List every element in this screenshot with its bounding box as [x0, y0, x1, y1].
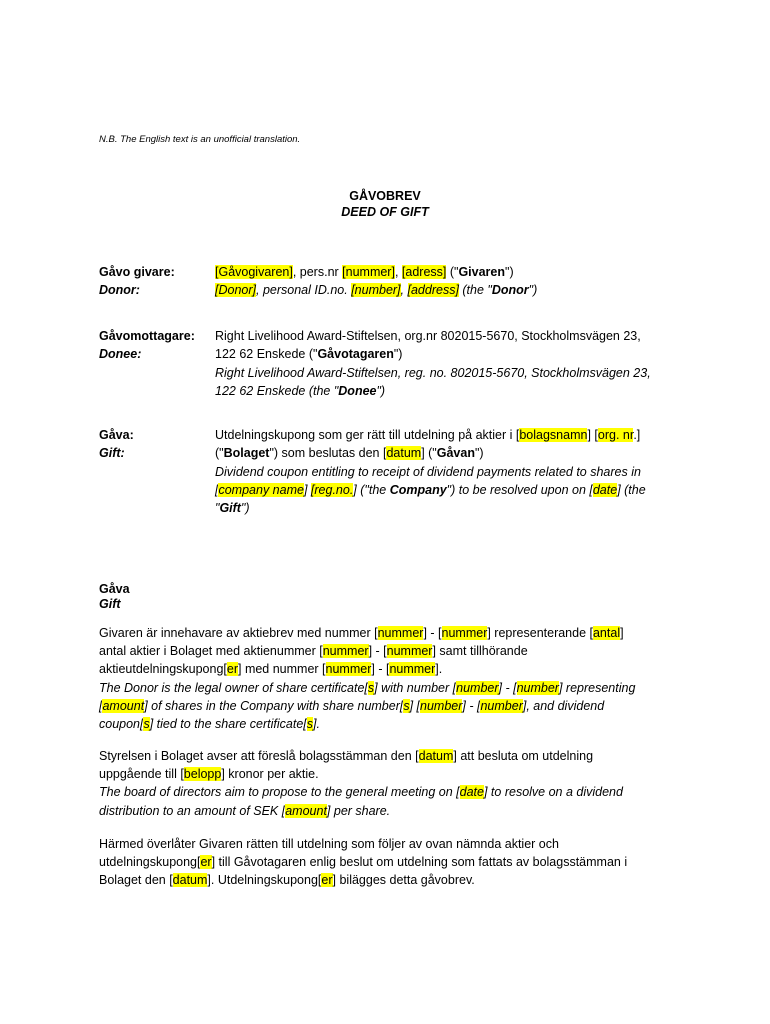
paragraph-shares	[99, 624, 659, 733]
donor-label-sv: Gåvo givare:	[99, 265, 175, 279]
donee-value	[215, 327, 677, 400]
paragraph-dividend-proposal	[99, 747, 659, 820]
donor-value	[215, 263, 677, 300]
p2-en-line2: distribution to an amount of SEK [amount] per share.	[99, 803, 391, 818]
p1-en-line2: [amount] of shares in the Company with share number[s] [number] - [number], and dividend	[99, 698, 605, 713]
gift-label-sv: Gåva:	[99, 428, 134, 442]
donor-sv: [Gåvogivaren], pers.nr [nummer], [adress] ("Givaren")	[215, 265, 514, 279]
donee-row	[99, 327, 679, 403]
p1-en-line3: coupon[s] tied to the share certificate[s].	[99, 717, 320, 732]
donee-en-line2: 122 62 Enskede (the "Donee")	[215, 383, 386, 398]
p3-line2: utdelningskupong[er] till Gåvotagaren enlig beslut om utdelning som fattats av bolagsstämman i	[99, 855, 628, 870]
p2-sv-line1: Styrelsen i Bolaget avser att föreslå bolagsstämman den [datum] att besluta om utdelning	[99, 749, 594, 763]
section-heading-en: Gift	[99, 597, 121, 611]
gift-en-line2: [company name] [reg.no.] ("the Company") to be resolved upon on [date] (the	[215, 482, 646, 497]
title-english: DEED OF GIFT	[341, 205, 429, 219]
donor-en: [Donor], personal ID.no. [number], [address] (the "Donor")	[215, 283, 538, 298]
donor-label	[99, 263, 209, 300]
p2-sv-line2: uppgående till [belopp] kronor per aktie.	[99, 767, 319, 782]
gift-row	[99, 426, 679, 521]
gift-label	[99, 426, 209, 463]
gift-en-line3: "Gift")	[215, 501, 250, 516]
p1-sv-line3: aktieutdelningskupong[er] med nummer [nummer] - [nummer].	[99, 662, 443, 677]
gift-label-en: Gift:	[99, 446, 125, 461]
p1-sv-line2: antal aktier i Bolaget med aktienummer [nummer] - [nummer] samt tillhörande	[99, 644, 528, 659]
gift-sv-line1: Utdelningskupong som ger rätt till utdelning på aktier i [bolagsnamn] [org. nr.]	[215, 428, 641, 442]
donee-en-line1: Right Livelihood Award-Stiftelsen, reg. no. 802015-5670, Stockholmsvägen 23,	[215, 365, 651, 380]
donor-label-en: Donor:	[99, 283, 140, 298]
title-swedish: GÅVOBREV	[349, 189, 421, 203]
p3-line1: Härmed överlåter Givaren rätten till utdelning som följer av ovan nämnda aktier och	[99, 837, 559, 851]
section-heading	[99, 582, 130, 612]
document-title	[0, 188, 770, 220]
p1-sv-line1: Givaren är innehavare av aktiebrev med nummer [nummer] - [nummer] representerande [antal]	[99, 626, 624, 640]
gift-value	[215, 426, 677, 517]
donee-label	[99, 327, 209, 364]
p3-line3: Bolaget den [datum]. Utdelningskupong[er] bilägges detta gåvobrev.	[99, 873, 475, 888]
donee-label-sv: Gåvomottagare:	[99, 329, 195, 343]
gift-en-line1: Dividend coupon entitling to receipt of dividend payments related to shares in	[215, 464, 641, 479]
donee-sv-line1: Right Livelihood Award-Stiftelsen, org.nr 802015-5670, Stockholmsvägen 23,	[215, 329, 641, 343]
donor-row	[99, 263, 679, 303]
paragraph-transfer	[99, 835, 659, 890]
p1-en-line1: The Donor is the legal owner of share certificate[s] with number [number] - [number] representing	[99, 680, 636, 695]
translation-note: N.B. The English text is an unofficial translation.	[99, 134, 301, 145]
section-heading-sv: Gåva	[99, 582, 130, 596]
p2-en-line1: The board of directors aim to propose to the general meeting on [date] to resolve on a dividend	[99, 785, 623, 800]
donee-sv-line2: 122 62 Enskede ("Gåvotagaren")	[215, 347, 403, 362]
gift-sv-line2: ("Bolaget") som beslutas den [datum] ("Gåvan")	[215, 446, 484, 461]
donee-label-en: Donee:	[99, 347, 142, 362]
